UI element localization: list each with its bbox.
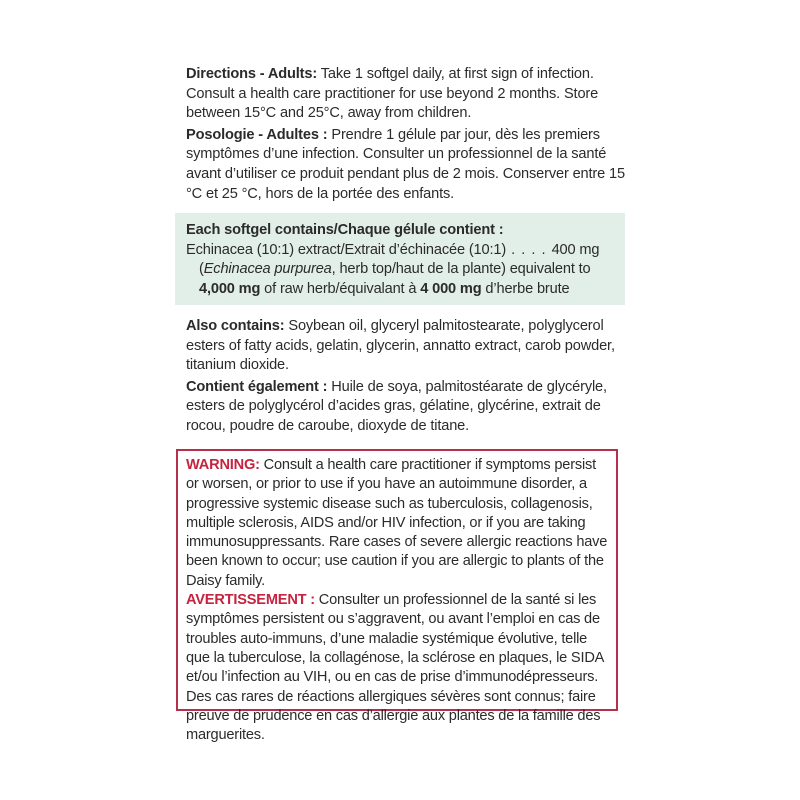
also-contains-section bbox=[186, 317, 626, 437]
also-contains-en bbox=[186, 317, 626, 376]
warning-fr bbox=[186, 591, 612, 745]
also-contains-fr-text: Huile de soya, palmitostéarate de glycéryle, esters de polyglycérol d’acides gras, gélatine, glycérine, extrait de rocou, poudre de caroube, dioxyde de titane. bbox=[186, 378, 607, 434]
also-contains-en-text: Soybean oil, glyceryl palmitostearate, polyglycerol esters of fatty acids, gelatin, glycerin, annatto extract, carob powder, titanium dioxide. bbox=[186, 318, 615, 374]
source-latin-name: Echinacea purpurea bbox=[203, 261, 332, 278]
warning-fr-heading: AVERTISSEMENT : bbox=[186, 592, 315, 609]
warning-en-heading: WARNING: bbox=[186, 457, 260, 473]
source-text: , herb top/haut de la plante) equivalent to bbox=[331, 261, 591, 278]
directions-en-heading: Directions - Adults: bbox=[186, 66, 318, 82]
equiv-amount-en: 4,000 mg bbox=[199, 280, 261, 297]
equiv-amount-fr: 4 000 mg bbox=[420, 280, 482, 297]
directions-section bbox=[186, 65, 626, 204]
directions-fr-text: Prendre 1 gélule par jour, dès les premiers symptômes d’une infection. Consulter un professionnel de la santé avant d’utiliser ce produit pendant plus de 2 mois. Conserver entre 15 °C et 25 °C, hors de la portée des enfants. bbox=[186, 126, 625, 202]
ingredient-equivalent bbox=[186, 280, 622, 300]
warning-en bbox=[186, 456, 612, 591]
ingredient-leader-dots: . . . . bbox=[506, 241, 552, 258]
source-open: ( bbox=[199, 261, 204, 278]
ingredient-row bbox=[186, 241, 622, 261]
directions-en bbox=[186, 65, 626, 124]
ingredient-source bbox=[186, 260, 622, 280]
directions-fr-heading: Posologie - Adultes : bbox=[186, 126, 328, 143]
equiv-text-end: d’herbe brute bbox=[481, 280, 570, 297]
warning-box bbox=[176, 449, 618, 744]
also-contains-fr-heading: Contient également : bbox=[186, 378, 328, 395]
warning-content bbox=[186, 456, 612, 745]
warning-en-text: Consult a health care practitioner if symptoms persist or worsen, or prior to use if you have an autoimmune disorder, a progressive systemic disease such as tuberculosis, collagenosis, multiple sclerosis, AIDS and/or HIV infection, or if you are taking immunosuppressants. Rare cases of severe allergic reactions have been known to occur; use caution if you are allergic to plants of the Daisy family. bbox=[186, 457, 608, 589]
directions-en-text: Take 1 softgel daily, at first sign of infection. Consult a health care practitioner for use beyond 2 months. Store between 15°C and 25°C, away from children. bbox=[186, 66, 599, 122]
also-contains-fr bbox=[186, 378, 626, 437]
ingredients-content bbox=[186, 221, 622, 299]
ingredient-amount: 400 mg bbox=[551, 241, 600, 258]
ingredients-heading: Each softgel contains/Chaque gélule contient : bbox=[186, 222, 504, 238]
also-contains-en-heading: Also contains: bbox=[186, 318, 285, 334]
warning-fr-text: Consulter un professionnel de la santé si les symptômes persistent ou s’aggravent, ou avant l’emploi en cas de troubles auto-immuns, d’une maladie systémique évolutive, telle que la tuberculose, la collagénose, la sclérose en plaques, le SIDA et/ou l’infection au VIH, ou en cas de prise d’immunodépresseurs. Des cas rares de réactions allergiques sévères sont connus; faire preuve de prudence en cas d’allergie aux plantes de la famille des marguerites. bbox=[186, 592, 604, 744]
ingredients-panel bbox=[175, 213, 625, 305]
equiv-text-mid: of raw herb/équivalant à bbox=[260, 280, 421, 297]
ingredient-name: Echinacea (10:1) extract/Extrait d’échinacée (10:1) bbox=[186, 241, 507, 258]
directions-fr bbox=[186, 126, 626, 204]
